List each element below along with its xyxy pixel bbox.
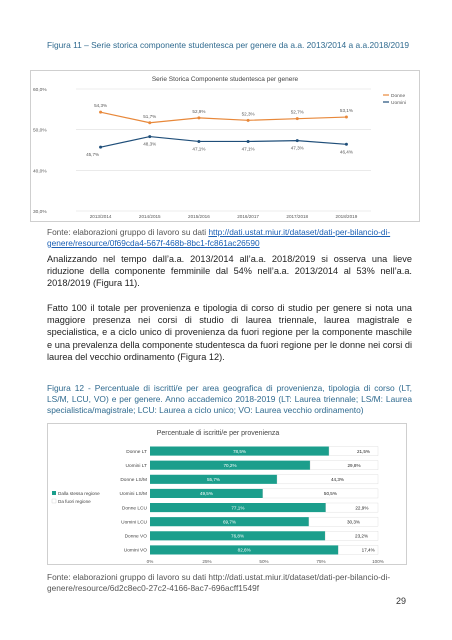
page-number: 29	[396, 596, 407, 606]
data-label: 77,1%	[231, 505, 245, 511]
data-point	[197, 140, 200, 143]
data-label: 17,4%	[361, 547, 375, 553]
data-label: 44,3%	[330, 477, 345, 483]
data-label: 22,9%	[355, 505, 369, 511]
x-tick-label: 2016/2017	[237, 214, 259, 219]
figure-12-source	[47, 572, 427, 594]
legend-swatch	[52, 491, 56, 495]
figure-11-source	[47, 227, 437, 249]
x-tick-label: 2013/2014	[89, 214, 112, 219]
data-label: 52,3%	[241, 111, 255, 117]
data-label: 49,5%	[199, 491, 213, 497]
category-label: Donne LS/M	[120, 478, 147, 484]
source-2-line-2: genere/resource/6d2c8ec0-27c2-4166-8ac7-696acff1549f	[47, 583, 260, 593]
chart-title: Serie Storica Componente studentesca per genere	[151, 76, 299, 83]
legend-label: Dalla stessa regione	[58, 491, 100, 496]
x-tick-label: 2017/2018	[286, 214, 309, 219]
bar-outside-region	[263, 489, 378, 498]
data-label: 55,7%	[206, 477, 221, 483]
source-link-cont[interactable]: genere/resource/0f69cda4-567f-468b-8bc1-fc861ac26590	[47, 238, 260, 248]
data-label: 51,7%	[143, 113, 157, 119]
figure-12-caption: Figura 12 - Percentuale di iscritti/e per area geografica di provenienza, tipologia di corso (LT, LS/M, LCU, VO) e per genere. Anno accademico 2018-2019 (LT: Laurea triennale; LS/M: Laurea specialistica/magistrale; LCU: Laurea a ciclo unico; VO: Laurea vecchio ordinamento)	[47, 383, 412, 415]
source-prefix: Fonte: elaborazioni gruppo di lavoro su dati	[47, 227, 209, 237]
source-2-line-1: Fonte: elaborazioni gruppo di lavoro su dati http://dati.ustat.miur.it/dataset/dati-per-bilancio-di-	[47, 572, 391, 582]
category-label: Uomini LS/M	[119, 492, 147, 498]
category-label: Uomini LT	[125, 463, 147, 469]
data-point	[296, 139, 299, 142]
chart-title: Percentuale di iscritti/e per provenienza	[156, 430, 280, 437]
category-label: Uomini VO	[123, 548, 147, 554]
bar-outside-region	[310, 461, 378, 470]
line-chart	[31, 71, 419, 221]
bar-outside-region	[309, 517, 378, 526]
source-link[interactable]: http://dati.ustat.miur.it/dataset/dati-per-bilancio-di-	[208, 227, 391, 237]
data-point	[247, 119, 250, 122]
data-label: 47,1%	[192, 146, 206, 152]
data-label: 52,7%	[290, 109, 304, 115]
data-label: 47,3%	[290, 145, 304, 151]
legend-label: Donne	[391, 94, 406, 99]
data-label: 23,2%	[355, 533, 369, 539]
data-point	[148, 135, 151, 138]
data-label: 52,9%	[192, 108, 206, 114]
data-label: 29,8%	[347, 462, 361, 468]
data-label: 50,5%	[323, 491, 337, 497]
category-label: Uomini LCU	[121, 520, 147, 526]
data-label: 70,2%	[223, 462, 237, 468]
y-tick-label: 60,0%	[33, 88, 47, 93]
data-label: 45,7%	[86, 152, 100, 158]
data-label: 82,6%	[237, 547, 251, 553]
y-tick-label: 50,0%	[33, 128, 47, 134]
legend-swatch	[52, 499, 56, 503]
data-label: 46,4%	[339, 149, 353, 155]
legend-label: Uomini	[391, 101, 406, 106]
data-point	[99, 111, 102, 114]
data-point	[296, 117, 299, 120]
data-label: 54,3%	[94, 103, 108, 109]
data-point	[197, 116, 200, 119]
bar-outside-region	[277, 475, 378, 484]
bar-outside-region	[325, 531, 378, 540]
figure-11-caption: Figura 11 – Serie storica componente studentesca per genere da a.a. 2013/2014 a a.a.2018/2019	[47, 40, 410, 50]
series-line-uomini	[101, 137, 347, 148]
x-tick-label: 75%	[316, 559, 326, 564]
data-label: 48,3%	[143, 141, 157, 147]
x-tick-label: 50%	[259, 559, 269, 564]
bar-outside-region	[326, 503, 378, 512]
bar-chart-frame	[47, 423, 407, 565]
data-label: 21,5%	[356, 448, 371, 454]
data-point	[345, 143, 348, 146]
data-label: 30,3%	[346, 519, 360, 525]
legend-label: Da fuori regione	[58, 499, 91, 504]
data-label: 69,7%	[222, 519, 236, 525]
category-label: Donne LCU	[121, 506, 147, 512]
x-tick-label: 2015/2016	[188, 214, 210, 219]
y-tick-label: 30,0%	[33, 210, 47, 215]
data-point	[247, 140, 250, 143]
data-label: 76,8%	[231, 533, 245, 539]
x-tick-label: 25%	[202, 559, 212, 564]
data-point	[99, 146, 102, 149]
paragraph-2: Fatto 100 il totale per provenienza e tipologia di corso di studio per genere si nota una maggiore presenza nei corsi di studio di laurea triennale, laurea magistrale e specialistica, e a ciclo unico di provenienza da fuori regione per la componente maschile e una prevalenza della componente studentesca da fuori regione per le donne nei corsi di laurea del vecchio ordinamento (Figura 12).	[47, 303, 412, 362]
x-tick-label: 0%	[146, 559, 154, 564]
bar-outside-region	[329, 447, 378, 456]
x-tick-label: 2014/2015	[138, 214, 161, 219]
data-point	[148, 121, 151, 124]
data-label: 53,1%	[339, 108, 353, 114]
data-label: 47,1%	[241, 146, 255, 152]
line-chart-frame	[30, 70, 420, 222]
x-tick-label: 2018/2019	[335, 214, 358, 219]
y-tick-label: 40,0%	[33, 169, 47, 175]
data-point	[345, 116, 348, 119]
paragraph-1: Analizzando nel tempo dall’a.a. 2013/2014 all’a.a. 2018/2019 si osserva una lieve riduzione della componente femminile dal 54% nell’a.a. 2013/2014 al 53% nell’a.a. 2018/2019 (Figura 11).	[47, 254, 412, 289]
data-label: 78,5%	[232, 448, 247, 454]
bar-chart	[48, 424, 406, 564]
category-label: Donne LT	[126, 449, 147, 455]
category-label: Donne VO	[124, 534, 147, 540]
x-tick-label: 100%	[372, 559, 384, 564]
